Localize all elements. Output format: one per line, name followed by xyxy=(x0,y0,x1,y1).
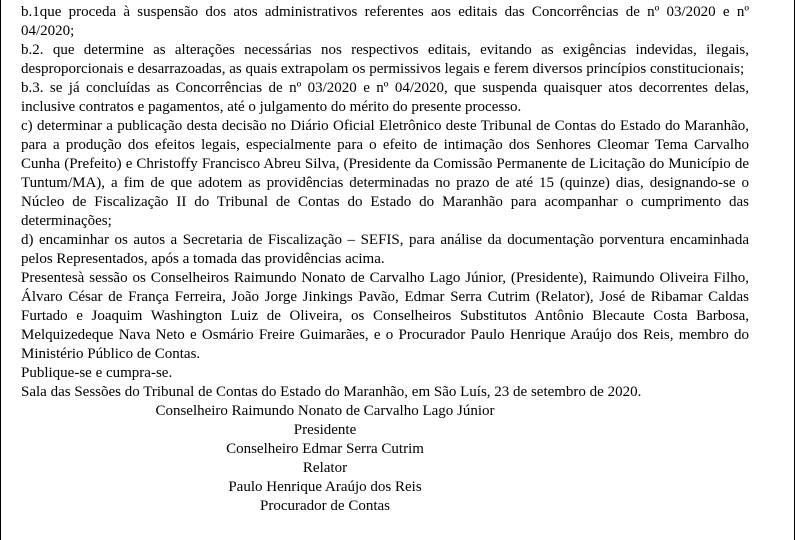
signature-role: Relator xyxy=(302,460,348,476)
attendance-paragraph: Presentesà sessão os Conselheiros Raimundo Nonato de Carvalho Lago Júnior, (Presidente), Raimundo Oliveira Filho, Álvaro César de França Ferreira, João Jorge Jinkings Pavão, Edmar Serra Cutrim (Relator), José de Ribamar Caldas Furtado e Joaquim Washington Luiz de Oliveira, os Conselheiros Substitutos Antônio Blecaute Costa Barbosa, Melquizedeque Nava Neto e Osmário Freire Guimarães, e o Procurador Paulo Henrique Araújo dos Reis, membro do Ministério Público de Contas. xyxy=(21,270,749,362)
signature-name: Paulo Henrique Araújo dos Reis xyxy=(228,479,422,495)
session-line: Sala das Sessões do Tribunal de Contas do Estado do Maranhão, em São Luís, 23 de setembro de 2020. xyxy=(21,384,642,400)
item-c: c) determinar a publicação desta decisão no Diário Oficial Eletrônico deste Tribunal de Contas do Estado do Maranhão, para a produção dos efeitos legais, especialmente para o efeito de intimação dos Senhores Cleomar Tema Carvalho Cunha (Prefeito) e Christoffy Francisco Abreu Silva, (Presidente da Comissão Permanente de Licitação do Município de Tuntum/MA), a fim de que adotem as providências determinadas no prazo de até 15 (quinze) dias, designando-se o Núcleo de Fiscalização II do Tribunal de Contas do Estado do Maranhão para acompanhar o cumprimento das determinações; xyxy=(21,118,749,229)
closing-line: Publique-se e cumpra-se. xyxy=(21,365,173,381)
item-b1: b.1que proceda à suspensão dos atos administrativos referentes aos editais das Concorrências de nº 03/2020 e nº 04/2020; xyxy=(21,4,749,39)
document-body xyxy=(21,3,749,516)
signature-name: Conselheiro Raimundo Nonato de Carvalho Lago Júnior xyxy=(155,403,495,419)
signature-block xyxy=(21,402,749,516)
item-d: d) encaminhar os autos a Secretaria de Fiscalização – SEFIS, para análise da documentação porventura encaminhada pelos Representados, após a tomada das providências acima. xyxy=(21,232,749,267)
signature-name: Conselheiro Edmar Serra Cutrim xyxy=(226,441,424,457)
item-b3: b.3. se já concluídas as Concorrências de nº 03/2020 e nº 04/2020, que suspenda quaisquer atos decorrentes delas, inclusive contratos e pagamentos, até o julgamento do mérito do presente processo. xyxy=(21,80,749,115)
signature-role: Procurador de Contas xyxy=(260,498,390,514)
item-b2: b.2. que determine as alterações necessárias nos respectivos editais, evitando as exigências indevidas, ilegais, desproporcionais e desarrazoadas, as quais extrapolam os permissivos legais e ferem diversos princípios constitucionais; xyxy=(21,42,749,77)
signature-role: Presidente xyxy=(293,422,357,438)
